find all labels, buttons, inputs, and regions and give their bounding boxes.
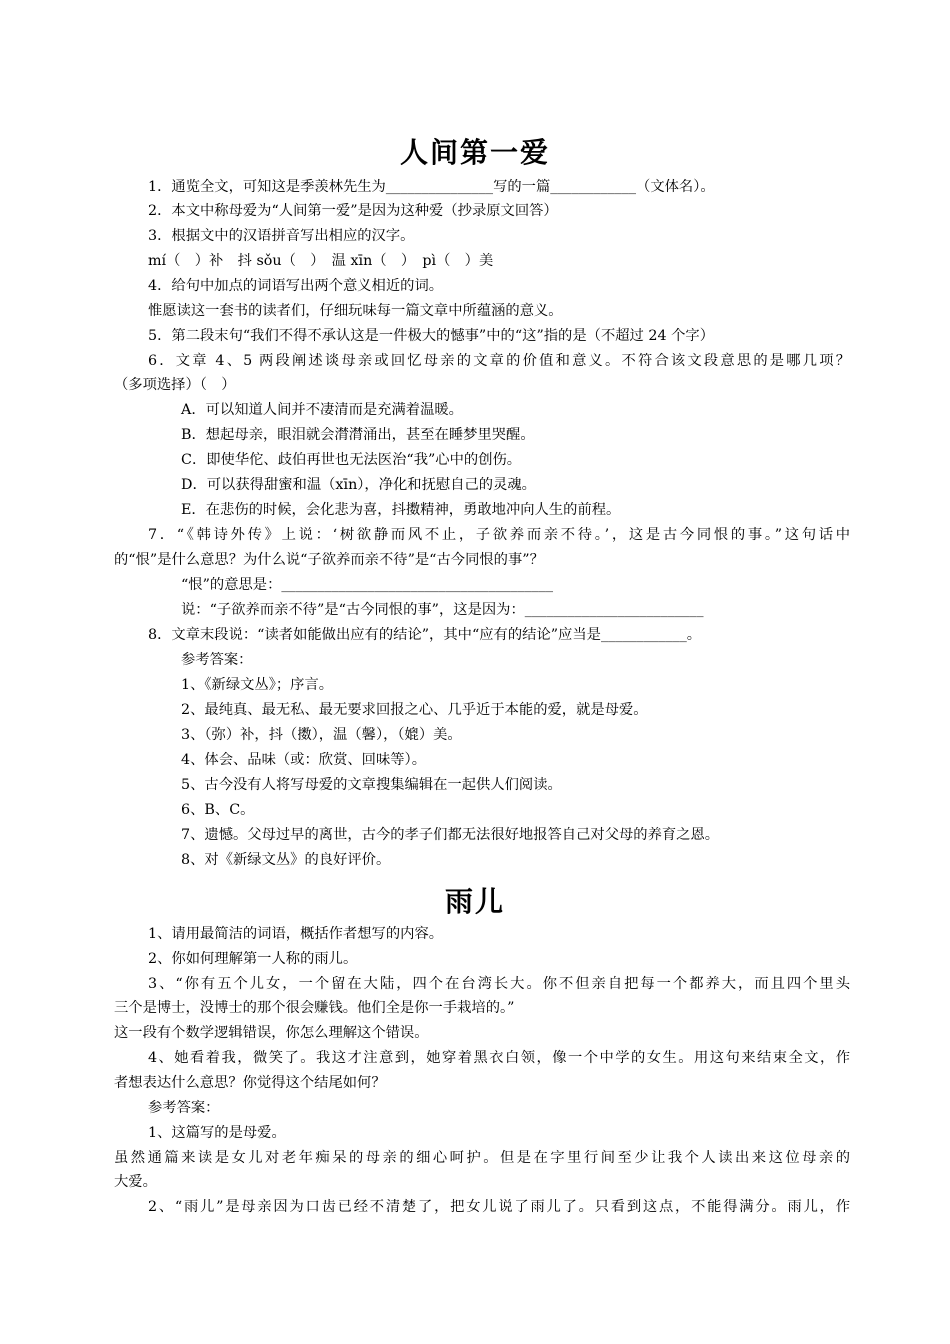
question-7-line-1: 7．“《韩诗外传》上说：‘树欲静而风不止，子欲养而亲不待。’，这是古今同恨的事。”这句话中	[148, 527, 850, 543]
question-7-blank-1: “恨”的意思是：______________________________________	[181, 577, 554, 593]
option-a: A．可以知道人间并不凄清而是充满着温暖。	[181, 402, 463, 418]
question-4: 4．给句中加点的词语写出两个意义相近的词。	[148, 278, 444, 294]
question-3: 3．根据文中的汉语拼音写出相应的汉字。	[148, 228, 415, 244]
answer-2: 2、最纯真、最无私、最无要求回报之心、几乎近于本能的爱，就是母爱。	[181, 702, 648, 718]
question-8: 8．文章末段说：“读者如能做出应有的结论”，其中“应有的结论”应当是____________。	[148, 627, 702, 643]
question-7-line-2: 的“恨”是什么意思？为什么说“子欲养而亲不待”是“古今同恨的事”？	[114, 552, 544, 568]
question-1: 1．通览全文，可知这是季羡林先生为_______________写的一篇____________（文体名）。	[148, 179, 715, 195]
question-4-sentence: 惟愿读这一套书的读者们，仔细玩味每一篇文章中所蕴涵的意义。	[148, 303, 563, 319]
section-title: 雨儿	[444, 885, 505, 918]
answer-4: 4、体会、品味（或：欣赏、回味等）。	[181, 752, 426, 768]
answer-5: 5、古今没有人将写母爱的文章搜集编辑在一起供人们阅读。	[181, 777, 562, 793]
answer-6: 6、B、C。	[181, 802, 255, 818]
question-3-line-1: 3、“你有五个儿女，一个留在大陆，四个在台湾长大。你不但亲自把每一个都养大，而且四个里头	[148, 976, 850, 992]
answer-1: 1、《新绿文丛》；序言。	[181, 677, 334, 693]
question-6-line-1: 6．文章 4、5 两段阐述谈母亲或回忆母亲的文章的价值和意义。不符合该文段意思的是哪几项？	[148, 353, 850, 369]
answer-header: 参考答案：	[181, 652, 253, 668]
question-5: 5．第二段末句“我们不得不承认这是一件极大的憾事”中的“这”指的是（不超过 24 个字）	[148, 328, 715, 344]
answer-1-line-1: 虽然通篇来读是女儿对老年痴呆的母亲的细心呵护。但是在字里行间至少让我个人读出来这位母亲的	[114, 1150, 850, 1166]
answer-3: 3、（弥）补，抖（擞），温（馨），（媲）美。	[181, 727, 462, 743]
option-b: B．想起母亲，眼泪就会潸潸涌出，甚至在睡梦里哭醒。	[181, 427, 535, 443]
question-4-line-1: 4、她看着我，微笑了。我这才注意到，她穿着黑衣白领，像一个中学的女生。用这句来结束全文，作	[148, 1050, 850, 1066]
question-2: 2．本文中称母爱为“人间第一爱”是因为这种爱（抄录原文回答）	[148, 203, 558, 219]
question-6-line-2: （多项选择）（ ）	[114, 377, 236, 393]
answer-header: 参考答案：	[148, 1100, 220, 1116]
option-c: C．即使华佗、歧伯再世也无法医治“我”心中的创伤。	[181, 452, 522, 468]
question-3-pinyin: mí（ ）补 抖 sǒu（ ） 温 xīn（ ） pì（ ）美	[148, 253, 494, 269]
answer-7: 7、遗憾。父母过早的离世，古今的孝子们都无法很好地报答自己对父母的养育之恩。	[181, 827, 720, 843]
answer-8: 8、对《新绿文丛》的良好评价。	[181, 852, 391, 868]
question-3-line-2: 三个是博士，没博士的那个很会赚钱。他们全是你一手栽培的。”	[114, 1000, 515, 1016]
answer-1: 1、这篇写的是母爱。	[148, 1125, 286, 1141]
option-d: D．可以获得甜蜜和温（xīn），净化和抚慰自己的灵魂。	[181, 477, 536, 493]
question-1: 1、请用最简洁的词语，概括作者想写的内容。	[148, 926, 444, 942]
section-title: 人间第一爱	[399, 136, 550, 169]
question-3-line-3: 这一段有个数学逻辑错误，你怎么理解这个错误。	[114, 1025, 429, 1041]
answer-1-line-2: 大爱。	[114, 1174, 157, 1190]
question-4-line-2: 者想表达什么意思？你觉得这个结尾如何？	[114, 1075, 386, 1091]
option-e: E．在悲伤的时候，会化悲为喜，抖擞精神，勇敢地冲向人生的前程。	[181, 502, 621, 518]
question-2: 2、你如何理解第一人称的雨儿。	[148, 951, 358, 967]
question-7-blank-2: 说：“子欲养而亲不待”是“古今同恨的事”，这是因为：_________________________	[181, 602, 704, 618]
answer-2-line-1: 2、“雨儿”是母亲因为口齿已经不清楚了，把女儿说了雨儿了。只看到这点，不能得满分。雨儿，作	[148, 1199, 850, 1215]
